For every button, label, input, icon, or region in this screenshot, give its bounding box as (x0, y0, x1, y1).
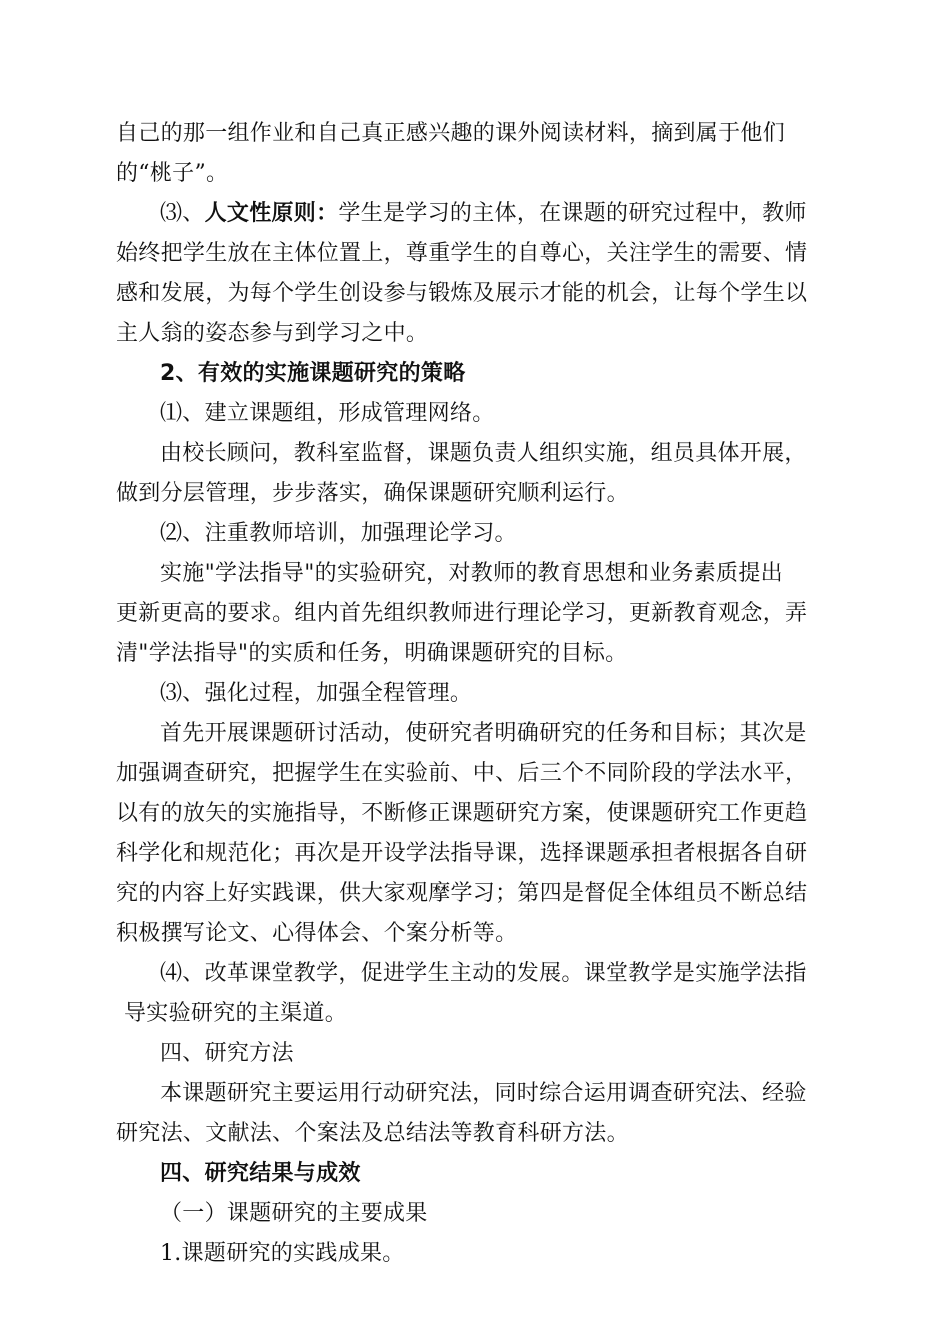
list-marker: ⑶、 (160, 201, 205, 226)
paragraph-line: 导实验研究的主渠道。 (124, 1001, 348, 1026)
paragraph-line: 主人翁的姿态参与到学习之中。 (116, 321, 429, 346)
sub-heading: ⑵、注重教师培训，加强理论学习。 (160, 521, 517, 546)
paragraph-line: 科学化和规范化；再次是开设学法指导课，选择课题承担者根据各自研 (116, 841, 808, 866)
paragraph-line: 始终把学生放在主体位置上，尊重学生的自尊心，关注学生的需要、情 (116, 241, 808, 266)
sub-heading: ⑶、强化过程，加强全程管理。 (160, 681, 473, 706)
paragraph-line: 研究法、文献法、个案法及总结法等教育科研方法。 (116, 1121, 629, 1146)
paragraph-line: 做到分层管理，步步落实，确保课题研究顺利运行。 (116, 481, 629, 506)
paragraph-line (160, 196, 807, 232)
paragraph-line: 清"学法指导"的实质和任务，明确课题研究的目标。 (116, 641, 628, 666)
principle-text: 学生是学习的主体，在课题的研究过程中，教师 (338, 201, 807, 226)
paragraph-line: 感和发展，为每个学生创设参与锻炼及展示才能的机会，让每个学生以 (116, 281, 808, 306)
principle-heading: 人文性原则： (204, 201, 339, 226)
paragraph-line: 本课题研究主要运用行动研究法，同时综合运用调查研究法、经验 (160, 1081, 807, 1106)
paragraph-line: 首先开展课题研讨活动，使研究者明确研究的任务和目标；其次是 (160, 721, 807, 746)
paragraph-line: 自己的那一组作业和自己真正感兴趣的课外阅读材料，摘到属于他们 (116, 121, 786, 146)
sub-heading: 1.课题研究的实践成果。 (160, 1241, 405, 1266)
paragraph-line: 以有的放矢的实施指导，不断修正课题研究方案，使课题研究工作更趋 (116, 801, 808, 826)
section-heading: 四、研究方法 (160, 1041, 294, 1066)
paragraph-line: 的“桃子”。 (116, 161, 229, 186)
sub-heading: ⑷、改革课堂教学，促进学生主动的发展。课堂教学是实施学法指 (160, 961, 807, 986)
paragraph-line: 加强调查研究，把握学生在实验前、中、后三个不同阶段的学法水平， (116, 761, 808, 786)
paragraph-line: 究的内容上好实践课，供大家观摩学习；第四是督促全体组员不断总结 (116, 881, 808, 906)
sub-heading: （一）课题研究的主要成果 (160, 1201, 428, 1226)
paragraph-line: 更新更高的要求。组内首先组织教师进行理论学习，更新教育观念，弄 (116, 601, 808, 626)
sub-heading: ⑴、建立课题组，形成管理网络。 (160, 401, 495, 426)
paragraph-line: 由校长顾问，教科室监督，课题负责人组织实施，组员具体开展， (160, 441, 807, 466)
section-heading: 四、研究结果与成效 (160, 1161, 361, 1186)
paragraph-line: 实施"学法指导"的实验研究，对教师的教育思想和业务素质提出 (160, 561, 783, 586)
paragraph-line: 积极撰写论文、心得体会、个案分析等。 (116, 921, 518, 946)
section-heading: 2、有效的实施课题研究的策略 (160, 361, 466, 386)
